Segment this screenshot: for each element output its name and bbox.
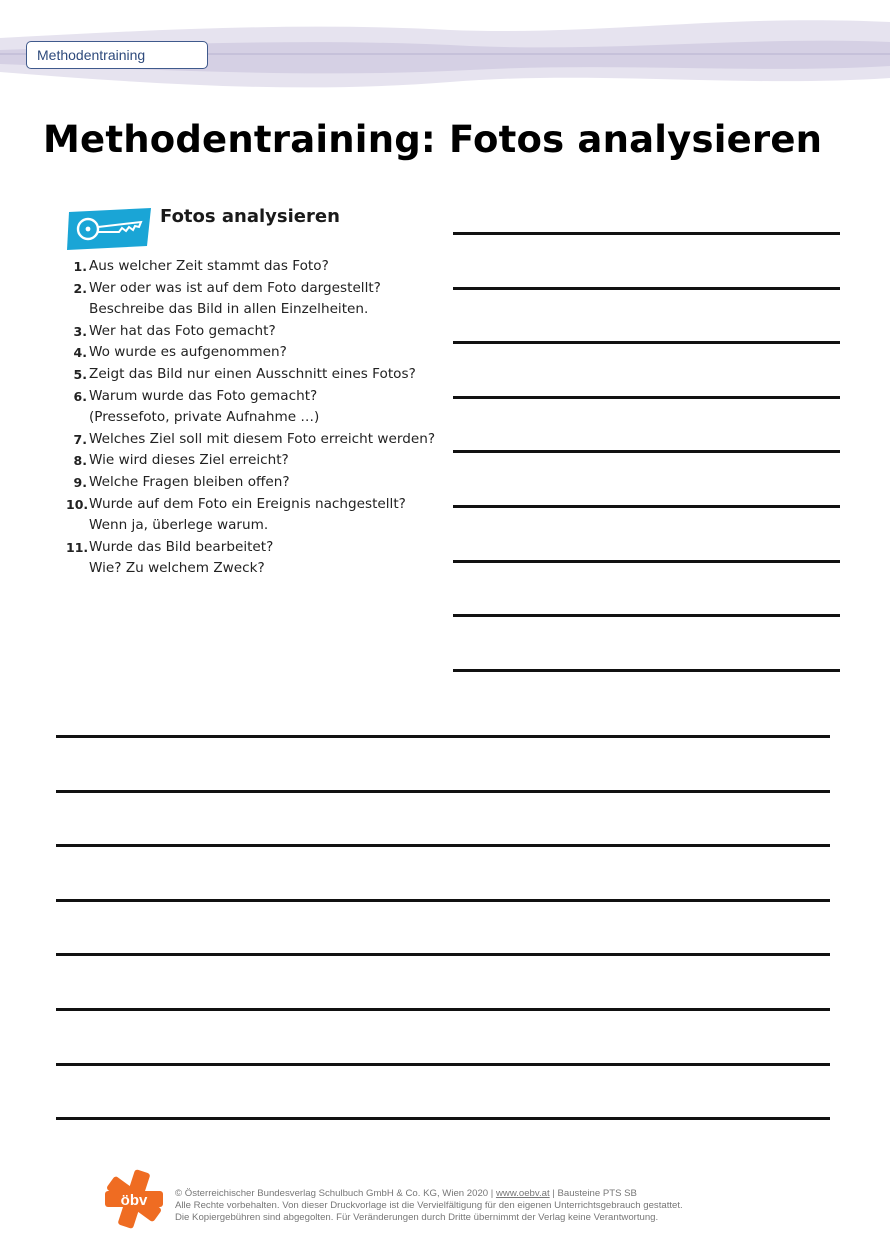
question-number: 9. xyxy=(73,474,87,490)
answer-line xyxy=(56,953,830,956)
answer-line xyxy=(453,396,840,399)
question-number: 5. xyxy=(73,366,87,382)
footer-copyright xyxy=(175,1188,683,1225)
answer-line xyxy=(56,790,830,793)
question-text: (Pressefoto, private Aufnahme …) xyxy=(89,409,320,426)
answer-line xyxy=(56,735,830,738)
question-text: Wurde das Bild bearbeitet? xyxy=(89,538,274,555)
footer-line-1: © Österreichischer Bundesverlag Schulbuch GmbH & Co. KG, Wien 2020 | www.oebv.at | Bausteine PTS SB xyxy=(175,1188,637,1199)
answer-line xyxy=(453,287,840,290)
question-number: 3. xyxy=(73,323,87,339)
question-number: 10. xyxy=(66,496,89,512)
question-item xyxy=(66,278,446,321)
question-item xyxy=(66,429,446,451)
question-text: Wer oder was ist auf dem Foto dargestellt? xyxy=(89,279,381,296)
answer-line xyxy=(56,1117,830,1120)
question-text: Beschreibe das Bild in allen Einzelheiten. xyxy=(89,301,369,318)
answer-line xyxy=(453,614,840,617)
answer-line xyxy=(453,560,840,563)
answer-line xyxy=(453,669,840,672)
question-list xyxy=(66,256,446,580)
question-item xyxy=(66,321,446,343)
question-text: Warum wurde das Foto gemacht? xyxy=(89,387,318,404)
question-number: 6. xyxy=(73,388,87,404)
page-title: Methodentraining: Fotos analysieren xyxy=(43,118,823,161)
answer-line xyxy=(56,1063,830,1066)
question-item xyxy=(66,342,446,364)
question-number: 1. xyxy=(73,259,87,274)
method-box-heading: Fotos analysieren xyxy=(160,206,340,227)
question-text: Zeigt das Bild nur einen Ausschnitt eines Fotos? xyxy=(89,365,416,382)
answer-line xyxy=(56,1008,830,1011)
question-text: Aus welcher Zeit stammt das Foto? xyxy=(89,258,329,274)
answer-line xyxy=(56,844,830,847)
answer-line xyxy=(453,505,840,508)
answer-line xyxy=(56,899,830,902)
publisher-logo-text: öbv xyxy=(120,1192,148,1209)
question-text: Wie? Zu welchem Zweck? xyxy=(89,560,265,577)
footer-line-2: Alle Rechte vorbehalten. Von dieser Druckvorlage ist die Vervielfältigung für den eigenen Unterrichtsgebrauch gestattet. xyxy=(175,1200,683,1212)
question-number: 4. xyxy=(73,345,87,361)
section-tab-label: Methodentraining xyxy=(37,47,146,63)
question-text: Welche Fragen bleiben offen? xyxy=(89,473,290,490)
question-text: Wer hat das Foto gemacht? xyxy=(89,322,276,339)
key-icon xyxy=(67,208,153,250)
question-text: Welches Ziel soll mit diesem Foto erreicht werden? xyxy=(89,430,436,447)
section-tab xyxy=(26,41,208,69)
question-number: 8. xyxy=(73,453,87,469)
question-item xyxy=(66,450,446,472)
question-item xyxy=(66,472,446,494)
question-number: 11. xyxy=(66,539,89,555)
publisher-website-link[interactable]: www.oebv.at xyxy=(495,1188,550,1199)
answer-line xyxy=(453,450,840,453)
publisher-logo xyxy=(104,1168,164,1230)
question-text: Wenn ja, überlege warum. xyxy=(89,517,269,534)
question-number: 7. xyxy=(73,431,87,447)
question-text: Wie wird dieses Ziel erreicht? xyxy=(89,452,289,469)
question-text: Wurde auf dem Foto ein Ereignis nachgestellt? xyxy=(89,495,406,512)
footer-line-3: Die Kopiergebühren sind abgegolten. Für Veränderungen durch Dritte übernimmt der Verlag keine Verantwortung. xyxy=(175,1212,659,1224)
question-item xyxy=(66,537,446,580)
answer-line xyxy=(453,232,840,235)
answer-line xyxy=(453,341,840,344)
question-item xyxy=(66,256,446,278)
question-item xyxy=(66,386,446,429)
question-item xyxy=(66,364,446,386)
question-text: Wo wurde es aufgenommen? xyxy=(89,344,287,361)
question-item xyxy=(66,494,446,537)
question-number: 2. xyxy=(73,280,87,296)
